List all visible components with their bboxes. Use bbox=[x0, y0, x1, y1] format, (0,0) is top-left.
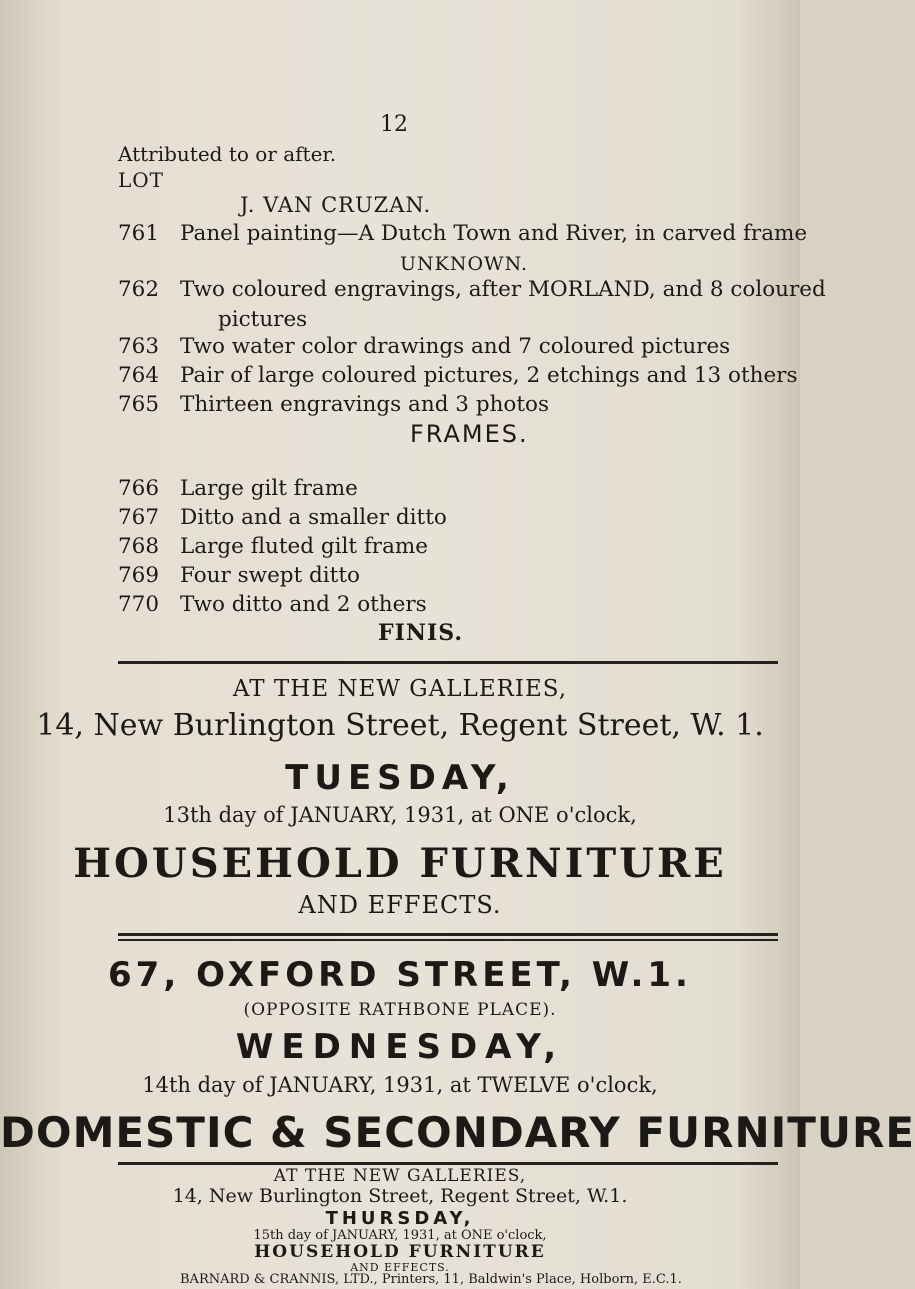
sale2-date: 14th day of JANUARY, 1931, at TWELVE o'clock, bbox=[142, 1073, 658, 1097]
sale3-venue: AT THE NEW GALLERIES, bbox=[273, 1166, 527, 1186]
sale1-date: 13th day of JANUARY, 1931, at ONE o'clock, bbox=[163, 803, 637, 827]
divider bbox=[118, 939, 778, 941]
divider bbox=[118, 933, 778, 936]
lot-description: Large gilt frame bbox=[180, 476, 358, 501]
page-number: 12 bbox=[380, 112, 408, 137]
lot-description: Two coloured engravings, after MORLAND, and 8 coloured bbox=[180, 277, 826, 302]
lot-number: 764 bbox=[118, 363, 160, 388]
sale2-address: 67, OXFORD STREET, W.1. bbox=[108, 955, 692, 995]
lot-description: Two water color drawings and 7 coloured pictures bbox=[180, 334, 731, 359]
sale1-title: HOUSEHOLD FURNITURE bbox=[73, 840, 727, 887]
lot-number: 762 bbox=[118, 277, 160, 302]
lot-description: Ditto and a smaller ditto bbox=[180, 505, 447, 530]
lot-description: Four swept ditto bbox=[180, 563, 360, 588]
lot-number: 763 bbox=[118, 334, 160, 359]
sale2-day: WEDNESDAY, bbox=[235, 1027, 565, 1067]
sale3-title: HOUSEHOLD FURNITURE bbox=[254, 1242, 546, 1262]
lot-description-continued: pictures bbox=[218, 307, 308, 332]
lot-description: Two ditto and 2 others bbox=[180, 592, 427, 617]
lot-description: Pair of large coloured pictures, 2 etchings and 13 others bbox=[180, 363, 798, 388]
sale3-subtitle: AND EFFECTS. bbox=[350, 1261, 450, 1274]
lot-number: 770 bbox=[118, 592, 160, 617]
lot-description: Thirteen engravings and 3 photos bbox=[180, 392, 549, 417]
finis-text: FINIS. bbox=[378, 620, 464, 646]
section-heading-frames: FRAMES. bbox=[410, 420, 529, 448]
lot-attribution: UNKNOWN. bbox=[400, 253, 529, 275]
lot-number: 767 bbox=[118, 505, 160, 530]
sale3-day: THURSDAY, bbox=[325, 1208, 475, 1229]
divider bbox=[118, 661, 778, 664]
sale2-title: DOMESTIC & SECONDARY FURNITURE bbox=[0, 1108, 915, 1157]
artist-name: J. VAN CRUZAN. bbox=[240, 193, 432, 217]
lot-number: 765 bbox=[118, 392, 160, 417]
attribution-note: Attributed to or after. bbox=[118, 142, 337, 166]
printer-imprint: BARNARD & CRANNIS, LTD., Printers, 11, Baldwin's Place, Holborn, E.C.1. bbox=[180, 1272, 682, 1287]
sale1-day: TUESDAY, bbox=[285, 758, 515, 798]
sale1-venue: AT THE NEW GALLERIES, bbox=[232, 676, 568, 702]
lot-description: Panel painting—A Dutch Town and River, in carved frame bbox=[180, 221, 808, 246]
sale1-address: 14, New Burlington Street, Regent Street, W. 1. bbox=[36, 708, 764, 743]
lot-column-heading: LOT bbox=[118, 168, 165, 192]
sale3-address: 14, New Burlington Street, Regent Street, W.1. bbox=[172, 1185, 628, 1207]
sale2-note: (OPPOSITE RATHBONE PLACE). bbox=[243, 1000, 557, 1020]
lot-number: 766 bbox=[118, 476, 160, 501]
divider bbox=[118, 1162, 778, 1165]
lot-number: 769 bbox=[118, 563, 160, 588]
sale1-subtitle: AND EFFECTS. bbox=[298, 891, 502, 919]
lot-number: 768 bbox=[118, 534, 160, 559]
lot-description: Large fluted gilt frame bbox=[180, 534, 428, 559]
sale3-date: 15th day of JANUARY, 1931, at ONE o'clock, bbox=[253, 1228, 547, 1243]
lot-number: 761 bbox=[118, 221, 160, 246]
